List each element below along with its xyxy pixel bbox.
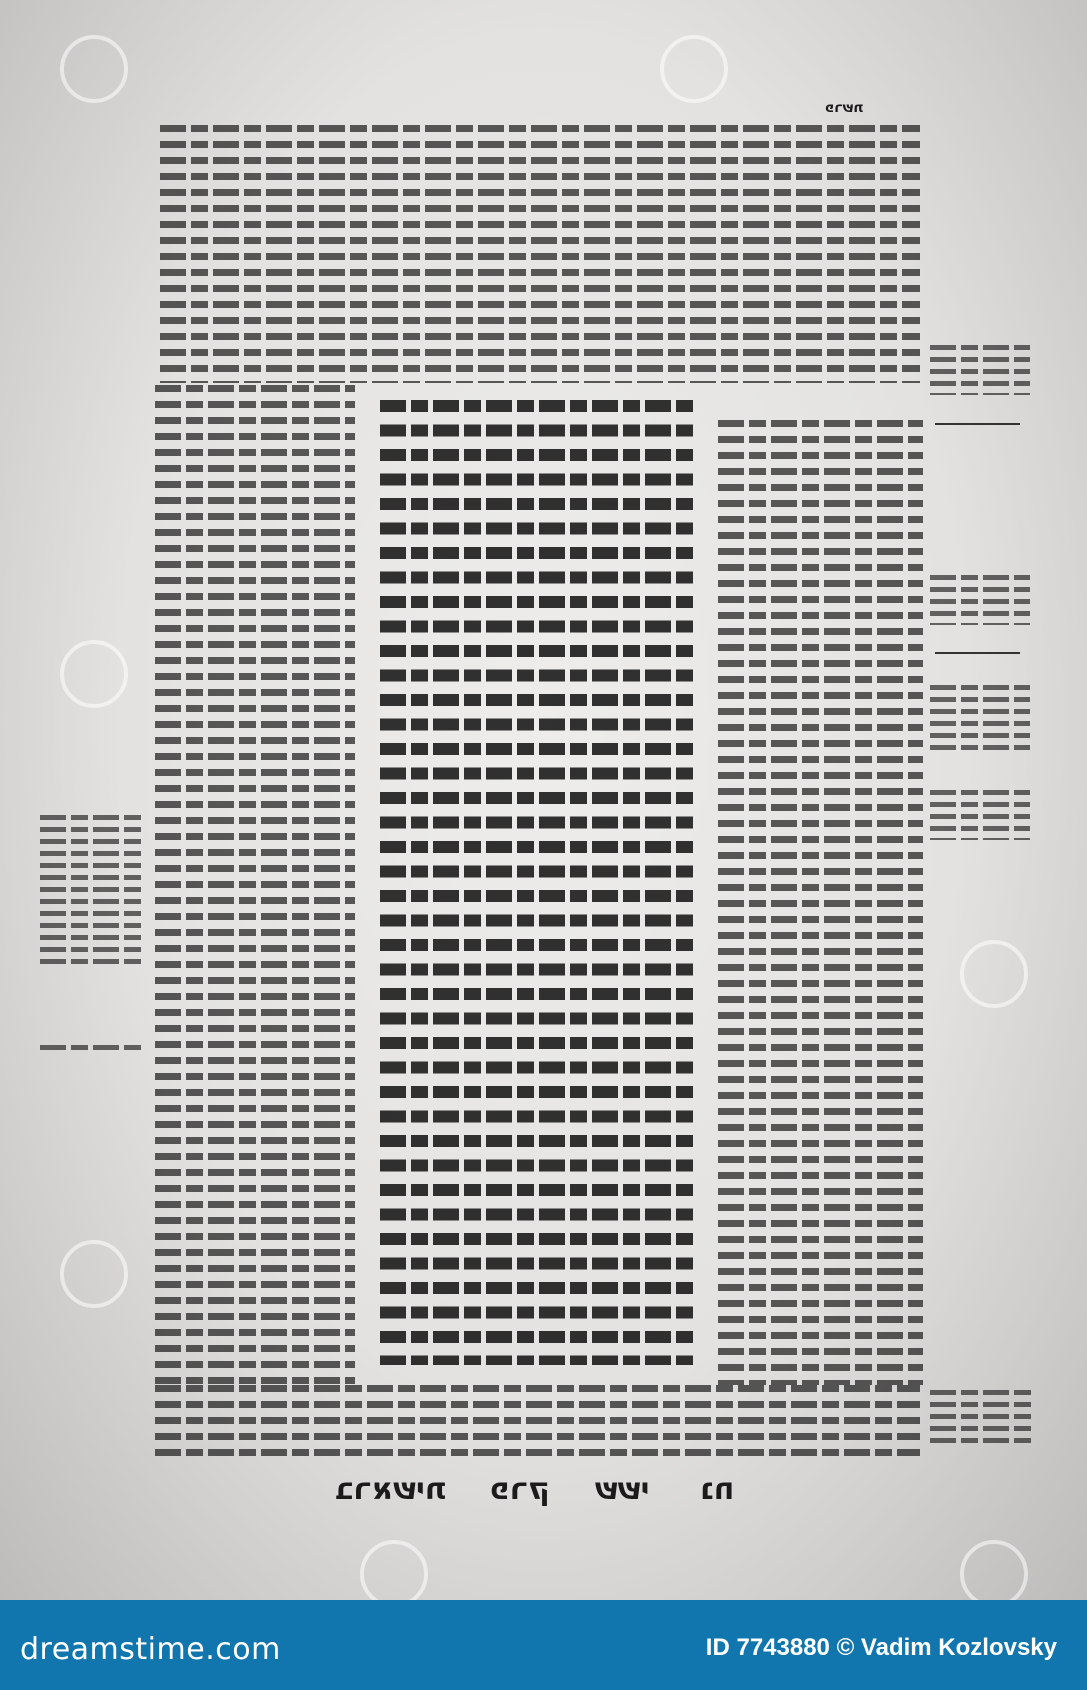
right-margin-note <box>930 1390 1035 1450</box>
right-margin-note <box>930 790 1030 840</box>
main-text-column <box>380 400 695 1365</box>
ornament-divider <box>935 423 1020 425</box>
right-margin-note <box>930 575 1030 625</box>
top-commentary-block <box>160 125 920 383</box>
watermark-spiral-icon <box>60 1240 128 1308</box>
footer-title-bereshit: בראשית <box>335 1472 446 1507</box>
footer-perek: פרק <box>490 1472 550 1507</box>
footer-noach: נח <box>700 1472 735 1507</box>
bottom-commentary-block <box>155 1385 920 1460</box>
watermark-spiral-icon <box>360 1540 428 1608</box>
running-head: פרשת <box>825 100 863 116</box>
left-commentary-column <box>155 385 355 1385</box>
image-credit: ID 7743880 © Vadim Kozlovsky <box>705 1634 1057 1661</box>
watermark-bar <box>0 1600 1087 1690</box>
watermark-spiral-icon <box>60 35 128 103</box>
ornament-divider <box>935 652 1020 654</box>
right-margin-note <box>930 345 1030 395</box>
watermark-spiral-icon <box>660 35 728 103</box>
right-margin-note <box>930 685 1030 755</box>
watermark-spiral-icon <box>960 940 1028 1008</box>
dreamstime-logo: dreamstime.com <box>20 1632 281 1667</box>
watermark-spiral-icon <box>60 640 128 708</box>
right-commentary-column <box>718 420 923 1385</box>
left-margin-note <box>40 1045 145 1057</box>
footer-shishi: ששי <box>595 1472 650 1507</box>
watermark-spiral-icon <box>960 1540 1028 1608</box>
left-margin-note <box>40 815 145 965</box>
